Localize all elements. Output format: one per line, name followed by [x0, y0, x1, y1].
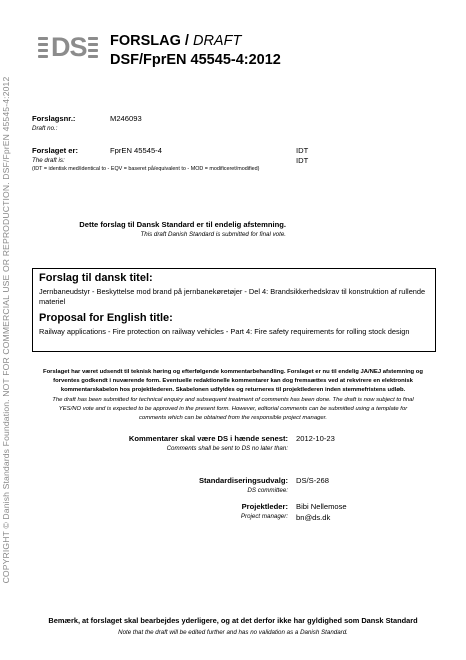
- final-vote-en: This draft Danish Standard is submitted for final vote.: [140, 231, 286, 238]
- forslagsnr-value: M246093: [110, 114, 142, 123]
- notice-da-line-2: forventes godkendt i nuværende form. Eventuelle redaktionelle kommentarer kan dog fremsættes ved at rekvirere en elektronisk: [53, 378, 413, 385]
- logo-text: DS: [51, 32, 87, 62]
- danish-title-heading: Forslag til dansk titel:: [39, 272, 153, 284]
- equivalence-legend: (IDT = identisk med/identical to - EQV = baseret på/equivalent to - MOD = modificeret/modified): [32, 166, 260, 172]
- title-box: [32, 268, 436, 352]
- copyright-sidebar: COPYRIGHT © Danish Standards Foundation. NOT FOR COMMERCIAL USE OR REPRODUCTION. DSF/FprEN 45545-4:2012: [1, 76, 11, 584]
- danish-title-text: Jernbaneudstyr - Beskyttelse mod brand på jernbanekøretøjer - Del 4: Brandsikkerhedskrav til konstruktion af rullende materiel: [39, 287, 426, 306]
- forslaget-er-label-en: The draft is:: [32, 157, 65, 164]
- committee-label-en: DS committee:: [247, 487, 288, 494]
- committee-label: Standardiseringsudvalg:: [198, 476, 288, 485]
- logo-bars-right-icon: [88, 37, 98, 59]
- project-manager-name: Bibi Nellemose: [296, 502, 347, 511]
- forslaget-er-label: Forslaget er:: [32, 146, 78, 155]
- forslagsnr-label-en: Draft no.:: [32, 125, 58, 132]
- comments-deadline-label-en: Comments shall be sent to DS no later than:: [166, 445, 288, 452]
- project-manager-label-en: Project manager:: [240, 513, 288, 520]
- forslagsnr-label: Forslagsnr.:: [32, 114, 76, 123]
- header-forslag: FORSLAG /: [110, 33, 189, 49]
- header-title: [110, 33, 241, 49]
- document-id: DSF/FprEN 45545-4:2012: [110, 52, 281, 68]
- ds-logo: [38, 32, 100, 63]
- final-vote-da: Dette forslag til Dansk Standard er til endelig afstemning.: [79, 220, 286, 229]
- footer-note-en: Note that the draft will be edited further and has no validation as a Danish Standard.: [118, 629, 348, 636]
- english-title-text: Railway applications - Fire protection on railway vehicles - Part 4: Fire safety requirements for rolling stock design: [39, 327, 410, 336]
- notice-da: [28, 368, 438, 396]
- equivalence-code-2: IDT: [296, 156, 309, 165]
- equivalence-code-1: IDT: [296, 146, 309, 155]
- logo-bars-left-icon: [38, 37, 48, 59]
- notice-en-line-1: The draft has been submitted for technical enquiry and subsequent treatment of comments has been done. The draft is now subject to final: [52, 397, 414, 403]
- project-manager-label: Projektleder:: [241, 502, 288, 511]
- notice-en: [28, 396, 438, 424]
- comments-deadline-label: Kommentarer skal være DS i hænde senest:: [128, 434, 288, 443]
- comments-deadline-date: 2012-10-23: [296, 434, 335, 443]
- notice-da-line-3: kommentarskabelon hos projektlederen. Skabelonen udfyldes og returneres til projektlederen inden stemmefristens udløb.: [60, 387, 406, 394]
- english-title-heading: Proposal for English title:: [39, 312, 173, 324]
- project-manager-email[interactable]: bn@ds.dk: [296, 513, 331, 522]
- footer-note-da: Bemærk, at forslaget skal bearbejdes yderligere, og at det derfor ikke har gyldighed som Dansk Standard: [48, 616, 418, 625]
- forslaget-er-value: FprEN 45545-4: [110, 146, 162, 155]
- header-draft: DRAFT: [192, 33, 242, 49]
- notice-en-line-3: comments which can be obtained from the responsible project manager.: [138, 415, 328, 422]
- committee-value: DS/S-268: [296, 476, 329, 485]
- notice-da-line-1: Forslaget har været udsendt til teknisk høring og efterfølgende kommentarbehandling. Forslaget er nu til endelig JA/NEJ afstemning og: [42, 369, 423, 375]
- notice-en-line-2: YES/NO vote and is expected to be approved in the present form. However, editorial comments can be submitted using a template for: [58, 406, 408, 413]
